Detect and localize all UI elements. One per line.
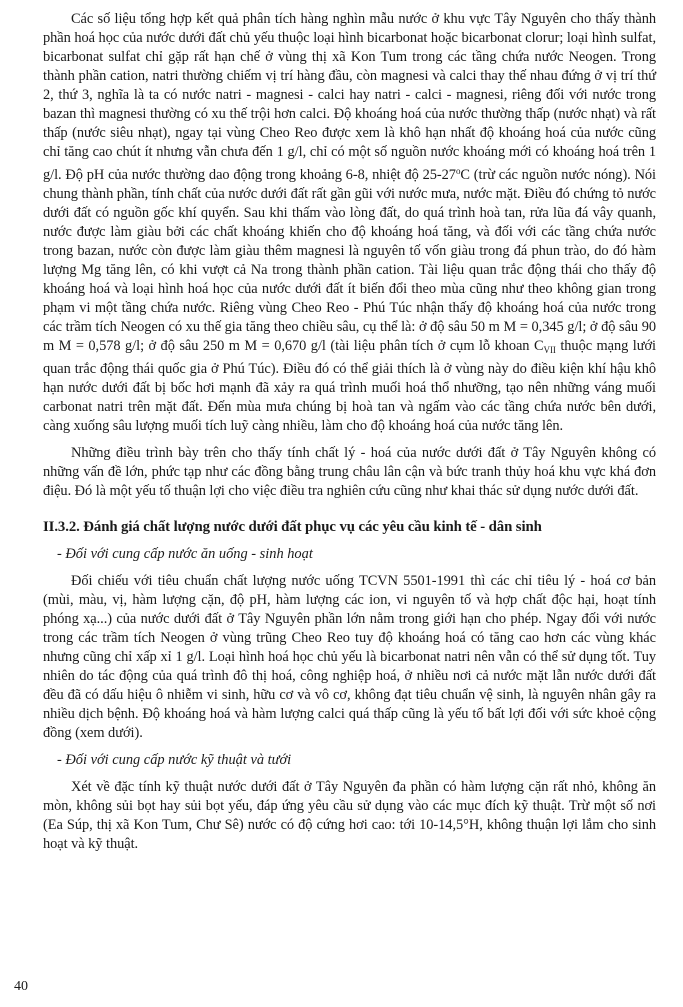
degree-superscript: o [455, 166, 461, 176]
subheading-drinking-water: - Đối với cung cấp nước ăn uống - sinh hoạt [57, 546, 313, 562]
paragraph-drinking-water: Đối chiếu với tiêu chuẩn chất lượng nước uống TCVN 5501-1991 thì các chỉ tiêu lý - hoá cơ bản (mùi, màu, vị, hàm lượng cặn, độ pH, hàm lượng các ion, vi nguyên tố và hợp chất độc hại, hoạt tính phóng xạ...) của nước dưới đất ở Tây Nguyên phần lớn nằm trong giới hạn cho phép. Ngay đối với nước trong các trầm tích Neogen ở vùng trũng Cheo Reo tuy độ khoáng hoá có tăng cao hơn các vùng khác nhưng cũng chỉ xấp xỉ 1 g/l. Loại hình hoá học chủ yếu là bicarbonat natri nên vẫn có thể sử dụng tốt. Tuy nhiên do tác động của quá trình đô thị hoá, công nghiệp hoá, ở nhiều nơi cả nước mặt lẫn nước dưới đất đều đã có dấu hiệu ô nhiễm vi sinh, hữu cơ và vô cơ, không đạt tiêu chuẩn vệ sinh, là nguyên nhân gây ra nhiều dịch bệnh. Độ khoáng hoá và hàm lượng calci quá thấp cũng là yếu tố bất lợi đối với sức khoẻ cộng đồng (xem dưới). [43, 573, 656, 741]
subheading-technical-water: - Đối với cung cấp nước kỹ thuật và tưới [57, 752, 292, 768]
paragraph-technical-water: Xét về đặc tính kỹ thuật nước dưới đất ở Tây Nguyên đa phần có hàm lượng cặn rất nhỏ, không ăn mòn, không sủi bọt hay sủi bọt yếu, đáp ứng yêu cầu sử dụng vào các mục đích kỹ thuật. Trừ một số nơi (Ea Súp, thị xã Kon Tum, Chư Sê) nước có độ cứng hơi cao: tới 10-14,5°H, không thuận lợi lắm cho sinh hoạt và kỹ thuật. [43, 779, 656, 852]
spacer [43, 564, 656, 572]
spacer [43, 537, 656, 545]
spacer [43, 436, 656, 444]
well-cluster-subscript: VII [543, 345, 556, 355]
paragraph-text: C (trừ các nguồn nước nóng). Nói chung thành phần, tính chất của nước dưới đất rất gần gũi với nước mưa, nước mặt. Điều đó chứng tỏ nước dưới đất có nguồn gốc khí quyển. Sau khi thấm vào lòng đất, do quá trình hoà tan, rửa lũa đá vây quanh, nước được làm giàu bởi các chất khoáng khiến cho độ khoáng hoá tăng, và đối với các tầng chứa nước trong bazan, nước còn được làm giàu thêm magnesi là nguyên tố vốn giàu trong đá phun trào, do đó hàm lượng Mg tăng lên, có khi vượt cả Na trong thành phần cation. Tài liệu quan trắc động thái cho thấy độ khoáng hoá và loại hình hoá học của nước dưới đất ít biến đổi theo mùa cũng như theo không gian trong phạm vi một tầng chứa nước. Riêng vùng Cheo Reo - Phú Túc nhận thấy độ khoáng hoá của nước trong các trầm tích Neogen có xu thế gia tăng theo chiều sâu, cụ thể là: ở độ sâu 50 m M = 0,345 g/l; ở độ sâu 90 m M = 0,578 g/l; ở độ sâu 250 m M = 0,670 g/l (tài liệu phân tích ở cụm lỗ khoan C [43, 167, 657, 354]
spacer [43, 501, 656, 517]
spacer [43, 743, 656, 751]
page-number: 40 [14, 979, 28, 994]
section-heading: II.3.2. Đánh giá chất lượng nước dưới đất phục vụ các yêu cầu kinh tế - dân sinh [43, 519, 542, 535]
paragraph-summary: Những điều trình bày trên cho thấy tính chất lý - hoá của nước dưới đất ở Tây Nguyên không có những vấn đề lớn, phức tạp như các đồng bằng trung châu lân cận và bức tranh thủy hoá khu vực khá đơn điệu. Đó là một yếu tố thuận lợi cho việc điều tra nghiên cứu cũng như khai thác sử dụng nước dưới đất. [43, 445, 656, 499]
paragraph-text: Các số liệu tổng hợp kết quả phân tích hàng nghìn mẫu nước ở khu vực Tây Nguyên cho thấy thành phần hoá học của nước dưới đất chủ yếu thuộc loại hình bicarbonat hoặc bicarbonat clorur; loại hình sulfat, bicarbonat sulfat chỉ gặp rất hạn chế ở vùng thị xã Kon Tum trong các tầng chứa nước Neogen. Trong thành phần cation, natri thường chiếm vị trí hàng đầu, còn magnesi và calci thay thế nhau đứng ở vị trí thứ 2, thứ 3, nghĩa là ta có nước natri - magnesi - calci hay natri - calci - magnesi, riêng đối với nước trong bazan thì magnesi thường có xu thế trội hơn calci. Độ khoáng hoá của nước thường thấp (nước nhạt) và rất thấp (nước siêu nhạt), ngay tại vùng Cheo Reo được xem là khô hạn nhất độ khoáng hoá của nước cũng chỉ tăng cao chút ít nhưng vẫn chưa đến 1 g/l, chỉ có một số nguồn nước khoáng mới có khoáng hoá trên 1 g/l. Độ pH của nước thường dao động trong khoảng 6-8, nhiệt độ 25-27 [43, 11, 656, 183]
spacer [43, 770, 656, 778]
paragraph-text: thuộc mạng lưới quan trắc động thái quốc gia ở Phú Túc). Điều đó có thể giải thích là ở vùng này do điều kiện khí hậu khô hạn nước dưới đất bị bốc hơi mạnh đã xảy ra quá trình muối hoá thổ nhưỡng, tạo nên những váng muối carbonat natri trên mặt đất. Đến mùa mưa chúng bị hoà tan và ngấm vào các tầng chứa nước bên dưới, càng xuống sâu lượng muối tích luỹ càng nhiều, làm cho độ khoáng hoá của nước tăng lên. [43, 338, 657, 434]
page-body [43, 10, 656, 854]
paragraph-water-chemistry [43, 10, 656, 436]
